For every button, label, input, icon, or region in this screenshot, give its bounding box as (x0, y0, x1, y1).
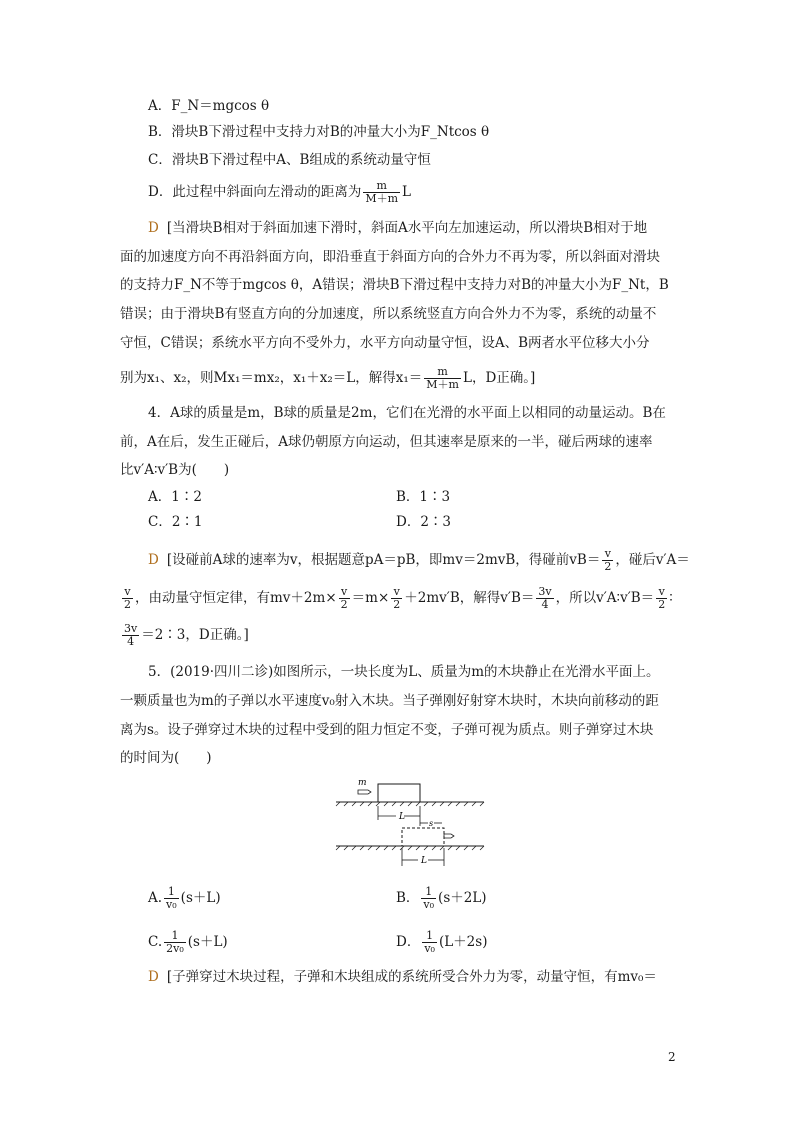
q5-stem-line-3: 离为s。设子弹穿过木块的过程中受到的阻力恒定不变，子弹可视为质点。则子弹穿过木块 (120, 722, 654, 738)
fraction: $\frac{v}{2}$ (340, 585, 348, 611)
q3-answer-line-5: 守恒，C错误；系统水平方向不受外力，水平方向动量守恒，设A、B两者水平位移大小分 (120, 335, 650, 351)
q3-answer-line-3: 的支持力F_N不等于mgcos θ，A错误；滑块B下滑过程中支持力对B的冲量大小为F_Nt，B (120, 277, 669, 293)
fraction: $\frac{1}{\text{v₀}}$ (423, 885, 435, 911)
q5-option-d: D． $\frac{1}{\text{v₀}}$ (L＋2s) (396, 929, 488, 955)
q5-option-a: A. $\frac{1}{\text{v₀}}$ (s＋L) (148, 885, 221, 911)
q5-option-c: C. $\frac{1}{\text{2v₀}}$ (s＋L) (148, 929, 228, 955)
fraction: $\frac{3v}{4}$ (124, 622, 138, 648)
q4-stem-line-3: 比v′A∶v′B为( ) (120, 462, 230, 478)
q3-answer-line-2: 面的加速度方向不再沿斜面方向，即沿垂直于斜面方向的合外力不再为零，所以斜面对滑块 (120, 249, 660, 265)
bullet-mass-label: m (358, 778, 367, 788)
exiting-bullet-icon (444, 834, 454, 838)
bottom-ground (336, 846, 484, 850)
fraction: $\frac{v}{2}$ (658, 585, 666, 611)
displacement-label: s (429, 819, 434, 828)
q5-option-b: B． $\frac{1}{\text{v₀}}$ (s＋2L) (396, 885, 487, 911)
length-label-top: L (399, 812, 405, 822)
q4-stem-line-1: 4．A球的质量是m，B球的质量是2m，它们在光滑的水平面上以相同的动量运动。B在 (148, 405, 666, 421)
moved-block-outline (402, 828, 444, 846)
q3-option-d: D．此过程中斜面向左滑动的距离为 $\frac{m}{M+m}$ L (148, 179, 411, 205)
q4-option-a: A．1∶2 (148, 489, 202, 505)
wood-block (378, 784, 420, 802)
bullet-icon (358, 790, 371, 794)
q4-option-d: D．2∶3 (396, 514, 452, 530)
fraction: $\frac{1}{\text{2v₀}}$ (166, 929, 184, 955)
fraction: $\frac{v}{2}$ (124, 585, 131, 611)
q4-stem-line-2: 前，A在后，发生正碰后，A球仍朝原方向运动，但其速率是原来的一半，碰后两球的速率 (120, 434, 653, 450)
length-label-bottom: L (421, 856, 427, 866)
page-number: 2 (668, 1050, 676, 1064)
q3-option-c: C．滑块B下滑过程中A、B组成的系统动量守恒 (148, 152, 431, 168)
answer-letter: D (148, 969, 159, 985)
q3-option-a: A．F_N＝mgcos θ (148, 98, 270, 114)
q3-option-b: B．滑块B下滑过程中支持力对B的冲量大小为F_Ntcos θ (148, 124, 490, 140)
q4-answer-line-1: D [设碰前A球的速率为v，根据题意pA＝pB，即mv＝2mvB，得碰前vB＝ $\frac{v}{2}$ ，碰后v′A＝ (148, 547, 690, 573)
fraction: $\frac{m}{M+m}$ (426, 365, 459, 391)
fraction: $\frac{m}{M+m}$ (365, 179, 399, 205)
q4-option-b: B．1∶3 (396, 489, 451, 505)
fraction: $\frac{v}{2}$ (604, 547, 612, 573)
answer-letter: D (148, 552, 159, 568)
top-ground (336, 802, 484, 806)
q4-answer-line-3: $\frac{3v}{4}$ ＝2∶3，D正确。] (124, 622, 249, 648)
fraction: $\frac{v}{2}$ (393, 585, 401, 611)
q4-option-c: C．2∶1 (148, 514, 203, 530)
fraction: $\frac{3v}{4}$ (538, 585, 552, 611)
fraction: $\frac{1}{\text{v₀}}$ (424, 929, 435, 955)
q3-answer-line-4: 错误；由于滑块B有竖直方向的分加速度，所以系统竖直方向合外力不为零，系统的动量不 (120, 306, 657, 322)
q5-answer-line-1: D [子弹穿过木块过程，子弹和木块组成的系统所受合外力为零，动量守恒，有mv₀＝ (148, 969, 657, 985)
q5-stem-line-1: 5．(2019·四川二诊)如图所示，一块长度为L、质量为m的木块静止在光滑水平面上。 (148, 664, 660, 680)
q3-answer-line-6: 别为x₁、x₂，则Mx₁＝mx₂，x₁＋x₂＝L，解得x₁＝ $\frac{m}{M+m}$ L，D正确。] (120, 365, 536, 391)
q5-stem-line-2: 一颗质量也为m的子弹以水平速度v₀射入木块。当子弹刚好射穿木块时，木块向前移动的距 (120, 693, 659, 709)
fraction: $\frac{1}{\text{v₀}}$ (166, 885, 177, 911)
q5-stem-line-4: 的时间为( ) (120, 750, 212, 766)
answer-letter: D (148, 220, 159, 236)
q3-answer-line-1: D [当滑块B相对于斜面加速下滑时，斜面A水平向左加速运动，所以滑块B相对于地 (148, 220, 648, 236)
q4-answer-line-2: $\frac{v}{2}$ ，由动量守恒定律，有mv＋2m× $\frac{v}{2}$ ＝m× $\frac{v}{2}$ ＋2mv′B，解得v′B＝ $\frac{3v}{4}$ ，所以v′A∶v′B＝ $\frac{v}{2}$ ∶ (124, 585, 673, 611)
bullet-block-figure (330, 776, 490, 870)
